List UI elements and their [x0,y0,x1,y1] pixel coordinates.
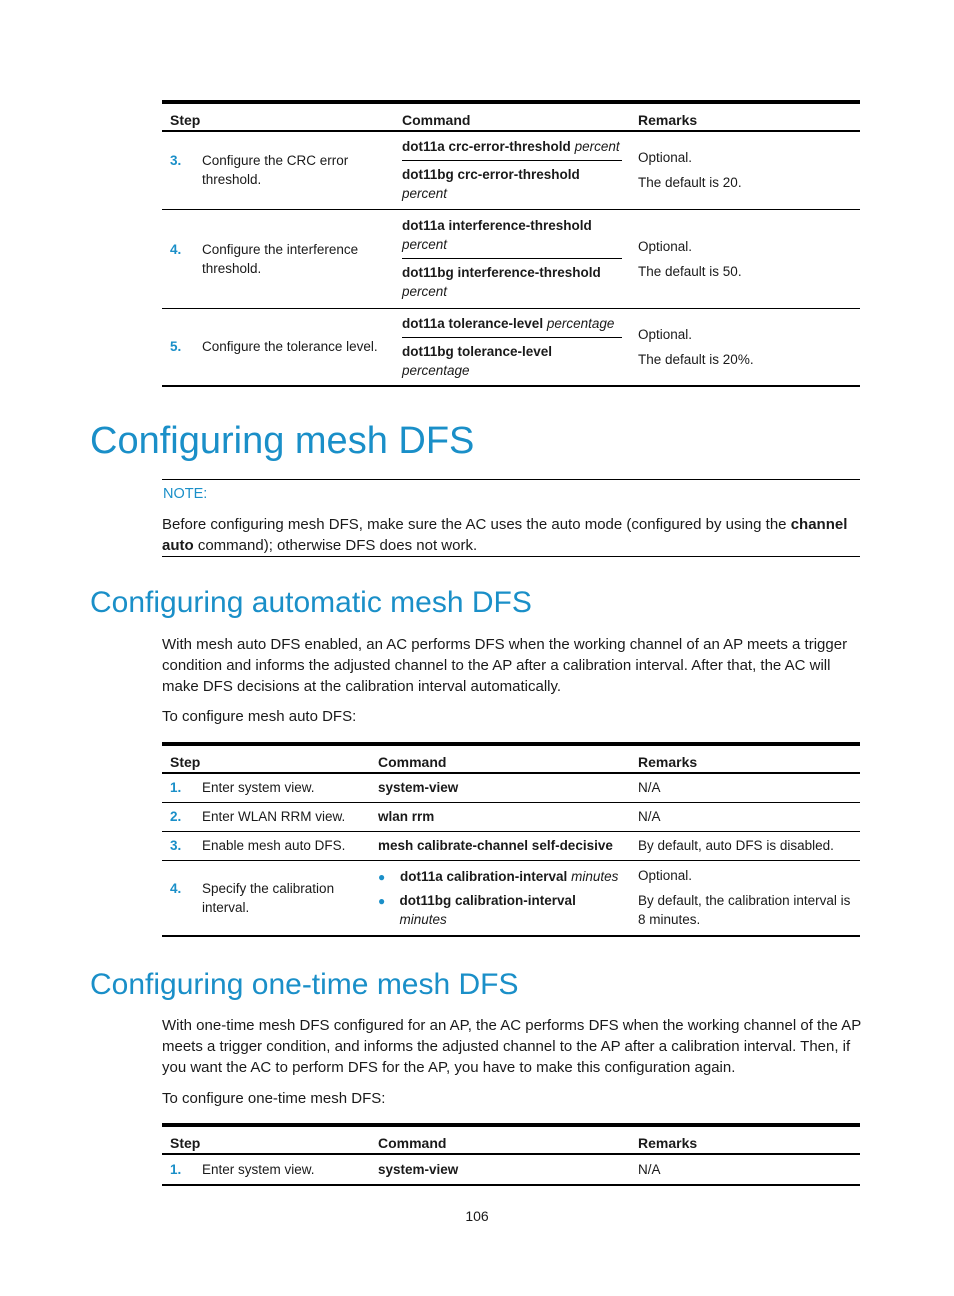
step-text: Configure the interference threshold. [202,241,359,276]
step-number: 1. [170,1162,182,1177]
col-header-step: Step [162,744,370,773]
step-text: Enter WLAN RRM view. [202,809,346,824]
procedure-intro: To configure mesh auto DFS: [162,708,357,725]
remark-line: The default is 20%. [638,351,754,367]
col-header-command: Command [370,744,630,773]
remark-line: Optional. [638,150,693,166]
table-auto-dfs [162,742,860,937]
step-number: 1. [170,780,182,796]
col-header-remarks: Remarks [630,744,860,773]
col-header-command: Command [370,1125,630,1154]
table-row [162,209,860,308]
col-header-remarks: Remarks [630,1125,860,1154]
command-cell: mesh calibrate-channel self-decisive [370,831,630,860]
procedure-intro: To configure one-time mesh DFS: [162,1090,386,1107]
command-line: dot11bg tolerance-level percentage [402,337,622,384]
section-title-mesh-dfs: Configuring mesh DFS [90,420,475,462]
remark-cell: N/A [630,773,860,802]
note-command: channel auto [162,516,848,554]
table-row [162,773,860,802]
remark-cell: By default, auto DFS is disabled. [630,831,860,860]
page-number: 106 [465,1208,489,1224]
col-header-command: Command [394,102,630,131]
remark-line: Optional. [638,238,693,254]
table-row [162,308,860,386]
section-title-automatic-mesh-dfs: Configuring automatic mesh DFS [90,586,532,619]
command-line: dot11a tolerance-level percentage [402,315,615,331]
section-title-one-time-mesh-dfs: Configuring one-time mesh DFS [90,968,519,1001]
step-number: 2. [170,809,182,824]
step-text: Configure the CRC error threshold. [202,153,349,188]
table-row [162,131,860,209]
remark-line: Optional. [638,868,693,884]
remark-line: The default is 20. [638,175,742,191]
command-cell: wlan rrm [370,802,630,831]
col-header-remarks: Remarks [630,102,860,131]
step-text: Specify the calibration interval. [202,880,335,915]
remark-cell: N/A [630,802,860,831]
remark-line: Optional. [638,326,693,342]
command-line: dot11a crc-error-threshold percent [402,139,620,155]
table-row [162,802,860,831]
step-number: 5. [170,339,182,355]
note-bottom-divider [162,556,860,557]
command-cell: system-view [370,1154,630,1185]
col-header-step: Step [162,102,394,131]
note-text: Before configuring mesh DFS, make sure the AC uses the auto mode (configured by using the channel auto command); otherwise DFS does not work. [162,516,848,554]
command-line: dot11bg crc-error-threshold percent [402,160,622,207]
list-item: ● dot11a calibration-interval minutes [378,865,622,889]
table-row [162,831,860,860]
step-text: Configure the tolerance level. [202,339,378,355]
body-paragraph: With mesh auto DFS enabled, an AC performs DFS when the working channel of an AP meets a trigger condition and informs the adjusted channel to the AP after a calibration interval. After that, the AC will make DFS decisions at the calibration interval automatically. [162,636,848,695]
body-paragraph: With one-time mesh DFS configured for an AP, the AC performs DFS when the working channel of the AP meets a trigger condition, and informs the adjusted channel to the AP after a calibration interval. Then, if you want the AC to perform DFS for the AP, you have to make this configuration again. [162,1017,861,1076]
table-row [162,860,860,936]
remark-cell: N/A [630,1154,860,1185]
bullet-icon: ● [378,869,386,884]
bullet-icon: ● [378,893,386,908]
command-cell: system-view [370,773,630,802]
command-line: dot11bg interference-threshold percent [402,258,622,305]
step-text: Enter system view. [202,780,315,796]
col-header-step: Step [162,1125,370,1154]
step-number: 3. [170,153,182,169]
note-top-divider [162,479,860,480]
command-line: dot11a interference-threshold percent [402,218,592,252]
step-text: Enter system view. [202,1162,315,1177]
step-number: 3. [170,838,182,853]
table-tolerance-thresholds [162,100,860,387]
step-text: Enable mesh auto DFS. [202,838,346,853]
remark-line: The default is 50. [638,263,742,279]
note-label: NOTE: [163,486,208,502]
remark-line: By default, the calibration interval is 8 minutes. [638,893,851,928]
step-number: 4. [170,880,182,896]
table-one-time-dfs [162,1123,860,1186]
table-row [162,1154,860,1185]
list-item: ● dot11bg calibration-interval minutes [378,892,576,927]
step-number: 4. [170,241,182,257]
